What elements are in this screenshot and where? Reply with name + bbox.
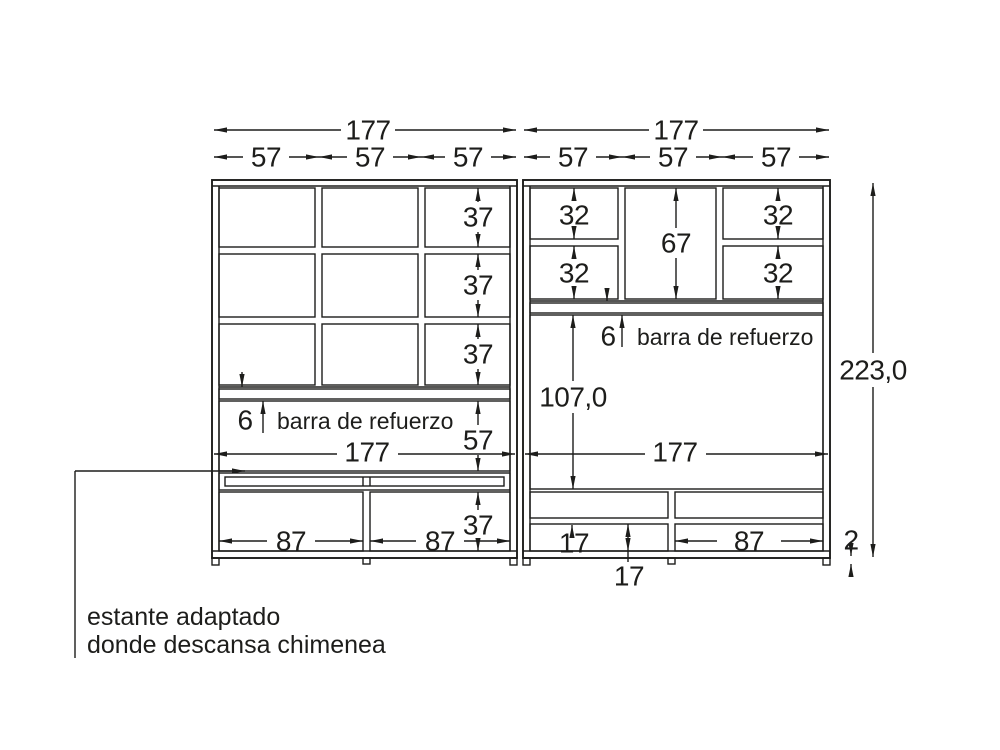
dim-section-6: 57: [760, 141, 792, 173]
left-bar-label: barra de refuerzo: [277, 408, 454, 434]
dim-right-bottom-width: 87: [733, 525, 765, 557]
dim-right-bottom-row-1: 17: [558, 527, 590, 559]
dim-right-bottom-row-2: 17: [613, 560, 645, 592]
dim-right-bar-thickness: 6: [600, 320, 616, 352]
dim-left-bottom-width-1: 87: [275, 525, 307, 557]
dim-left-total-width: 177: [345, 114, 391, 146]
dim-left-shelf-2: 37: [462, 269, 494, 301]
dim-section-2: 57: [354, 141, 386, 173]
callout-text-line2: donde descansa chimenea: [87, 631, 386, 659]
dim-left-bottom-width-2: 87: [424, 525, 456, 557]
dim-right-ur-2: 32: [762, 257, 794, 289]
dim-left-shelf-3: 37: [462, 338, 494, 370]
overall-dimensions: [839, 183, 907, 570]
dim-left-shelf-1: 37: [462, 201, 494, 233]
dim-section-5: 57: [657, 141, 689, 173]
left-cabinet: [212, 180, 517, 565]
dim-left-bottom-height: 37: [462, 509, 494, 541]
dim-left-bar-thickness: 6: [237, 404, 253, 436]
dim-base-height: 2: [843, 524, 859, 556]
dim-right-total-width: 177: [653, 114, 699, 146]
dim-section-3: 57: [452, 141, 484, 173]
right-bar-label: barra de refuerzo: [637, 324, 814, 350]
dim-section-1: 57: [250, 141, 282, 173]
right-foot-3: [823, 558, 830, 565]
callout-text-line1: estante adaptado: [87, 603, 281, 631]
left-foot-1: [212, 558, 219, 565]
left-foot-3: [510, 558, 517, 565]
dim-right-panel-height: 107,0: [539, 381, 607, 413]
dim-left-inner-width: 177: [344, 436, 390, 468]
right-foot-1: [523, 558, 530, 565]
dim-right-inner-width: 177: [652, 436, 698, 468]
dim-right-ul-2: 32: [558, 257, 590, 289]
dim-right-ul-1: 32: [558, 199, 590, 231]
dim-right-ur-1: 32: [762, 199, 794, 231]
dim-section-4: 57: [557, 141, 589, 173]
dim-total-height: 223,0: [839, 354, 907, 386]
top-width-dimensions: [214, 115, 829, 173]
dim-left-open-height: 57: [462, 424, 494, 456]
dim-right-middle-height: 67: [660, 227, 692, 259]
